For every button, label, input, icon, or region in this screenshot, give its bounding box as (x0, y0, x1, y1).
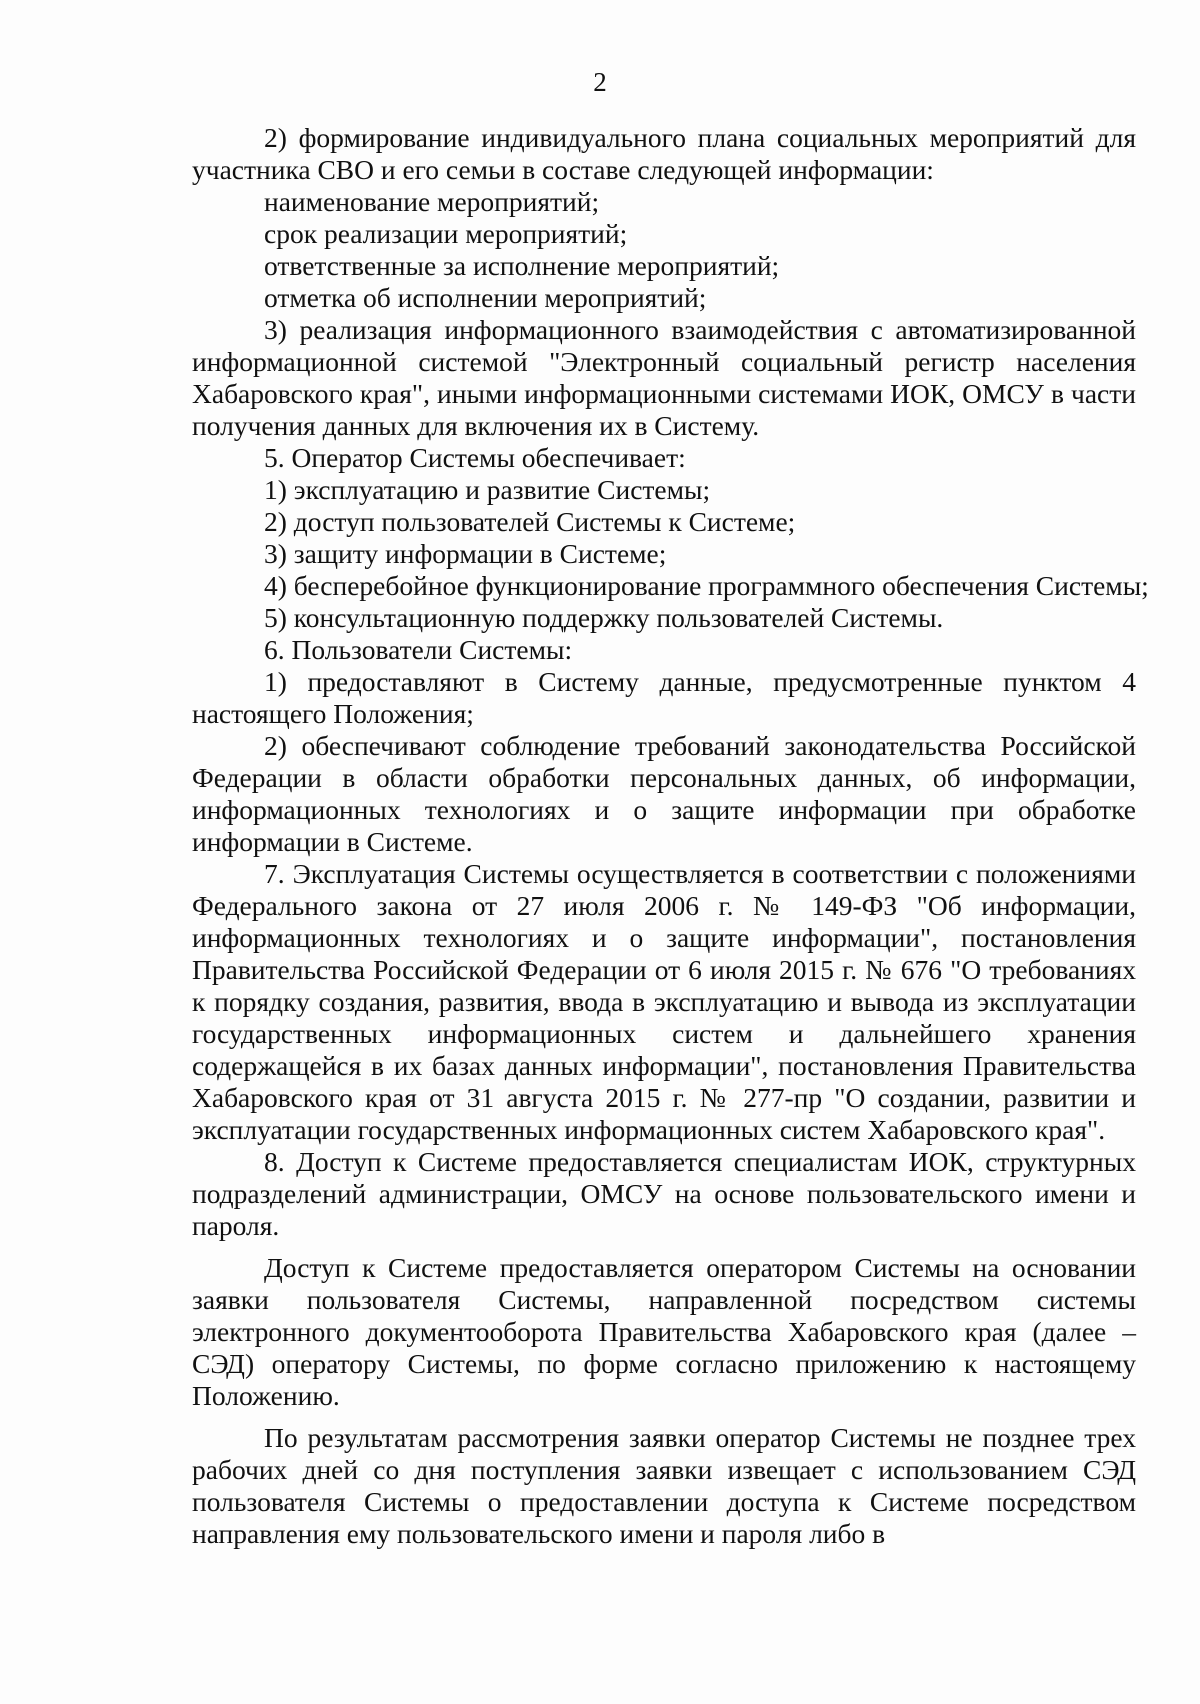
paragraph-individual-plan: 2) формирование индивидуального плана социальных мероприятий для участника СВО и его семьи в составе следующей информации: (192, 122, 1136, 185)
paragraph-5-heading: 5. Оператор Системы обеспечивает: (264, 442, 686, 473)
list-item-responsible: ответственные за исполнение мероприятий; (264, 250, 780, 281)
document-body (192, 122, 1149, 1550)
list-item-event-term: срок реализации мероприятий; (264, 218, 628, 249)
paragraph-5-item-2: 2) доступ пользователей Системы к Системе; (264, 506, 796, 537)
paragraph-6-heading: 6. Пользователи Системы: (264, 634, 573, 665)
paragraph-request-review: По результатам рассмотрения заявки оператор Системы не позднее трех рабочих дней со дня поступления заявки извещает с использованием СЭД пользователя Системы о предоставлении доступа к Системе посредством направления ему пользовательского имени и пароля либо в (192, 1422, 1136, 1549)
page-number: 2 (593, 67, 607, 97)
paragraph-5-item-5: 5) консультационную поддержку пользователей Системы. (264, 602, 944, 633)
paragraph-access-request: Доступ к Системе предоставляется оператором Системы на основании заявки пользователя Системы, направленной посредством системы электронного документооборота Правительства Хабаровского края (далее – СЭД) оператору Системы, по форме согласно приложению к настоящему Положению. (192, 1252, 1136, 1411)
paragraph-6-item-1: 1) предоставляют в Систему данные, предусмотренные пунктом 4 настоящего Положения; (192, 666, 1136, 729)
paragraph-information-interaction: 3) реализация информационного взаимодействия с автоматизированной информационной системой "Электронный социальный регистр населения Хабаровского края", иными информационными системами ИОК, ОМСУ в части получения данных для включения их в Систему. (192, 314, 1136, 441)
paragraph-5-item-3: 3) защиту информации в Системе; (264, 538, 667, 569)
list-item-execution-mark: отметка об исполнении мероприятий; (264, 282, 707, 313)
paragraph-7: 7. Эксплуатация Системы осуществляется в соответствии с положениями Федерального закона от 27 июля 2006 г. № 149-ФЗ "Об информации, информационных технологиях и о защите информации", постановления Правительства Российской Федерации от 6 июля 2015 г. № 676 "О требованиях к порядку создания, развития, ввода в эксплуатацию и вывода из эксплуатации государственных информационных систем и дальнейшего хранения содержащейся в их базах данных информации", постановления Правительства Хабаровского края от 31 августа 2015 г. № 277-пр "О создании, развитии и эксплуатации государственных информационных систем Хабаровского края". (192, 858, 1136, 1145)
paragraph-5-item-4: 4) бесперебойное функционирование программного обеспечения Системы; (264, 570, 1149, 601)
paragraph-5-item-1: 1) эксплуатацию и развитие Системы; (264, 474, 711, 505)
list-item-event-name: наименование мероприятий; (264, 186, 600, 217)
paragraph-6-item-2: 2) обеспечивают соблюдение требований законодательства Российской Федерации в области обработки персональных данных, об информации, информационных технологиях и о защите информации при обработке информации в Системе. (192, 730, 1136, 857)
paragraph-8: 8. Доступ к Системе предоставляется специалистам ИОК, структурных подразделений администрации, ОМСУ на основе пользовательского имени и пароля. (192, 1146, 1136, 1241)
